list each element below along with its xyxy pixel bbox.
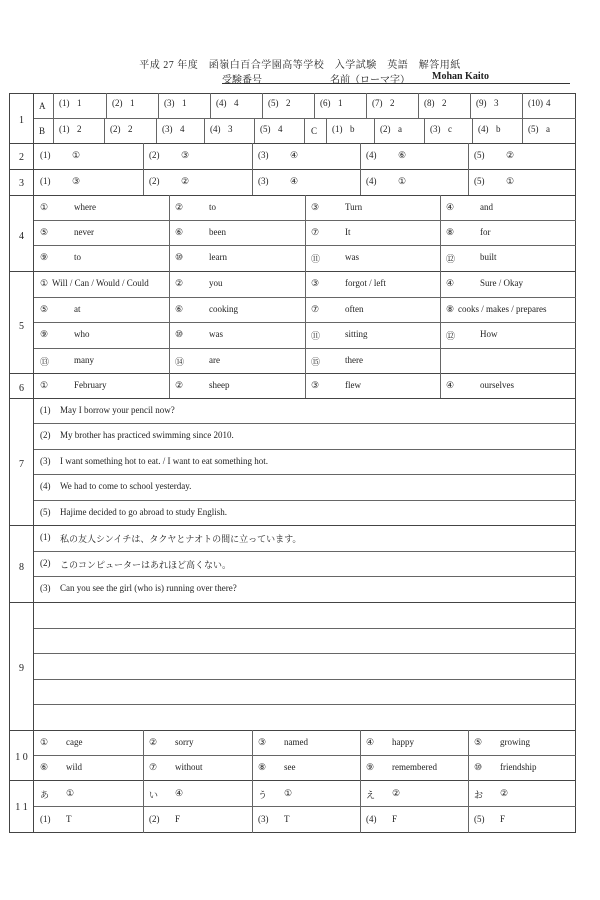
q10-answer: friendship bbox=[500, 762, 537, 772]
grid-line bbox=[522, 93, 523, 118]
q5-answer: many bbox=[74, 354, 94, 365]
grid-line bbox=[34, 449, 576, 450]
grid-line bbox=[34, 806, 576, 807]
q11-key: (1) bbox=[40, 814, 51, 824]
q1-b-key: (4) bbox=[210, 124, 221, 134]
q4-key: ⑫ bbox=[446, 254, 456, 264]
grid-line bbox=[366, 93, 367, 118]
q3-key: (5) bbox=[474, 176, 485, 186]
q1-a-key: (5) bbox=[268, 98, 279, 108]
q1-a-answer: 2 bbox=[286, 98, 291, 108]
q1-a-key: (9) bbox=[476, 98, 487, 108]
grid-line bbox=[34, 576, 576, 577]
q1-b-answer: 4 bbox=[180, 124, 185, 134]
q4-answer: built bbox=[480, 252, 497, 262]
q5-key: ② bbox=[175, 278, 184, 288]
grid-line bbox=[252, 143, 253, 169]
q4-key: ⑦ bbox=[311, 227, 320, 237]
grid-line bbox=[252, 730, 253, 780]
q5-answer: Will / Can / Would / Could bbox=[52, 278, 149, 288]
grid-line bbox=[34, 500, 576, 501]
grid-line bbox=[360, 143, 361, 169]
q1-c-key: (3) bbox=[430, 124, 441, 134]
q2-key: (1) bbox=[40, 150, 51, 160]
q5-key: ⑧ bbox=[446, 303, 455, 314]
q10-key: ② bbox=[149, 737, 158, 747]
q10-key: ⑦ bbox=[149, 762, 158, 772]
q10-key: ① bbox=[40, 737, 49, 747]
q4-answer: for bbox=[480, 227, 491, 237]
grid-line bbox=[418, 93, 419, 118]
q10-key: ⑩ bbox=[474, 762, 483, 772]
q6-answer: sheep bbox=[209, 380, 230, 390]
q7-answer: My brother has practiced swimming since 2010. bbox=[60, 430, 234, 441]
q8-number: 8 bbox=[19, 562, 24, 573]
q11-answer: F bbox=[175, 814, 181, 824]
q4-answer: learn bbox=[209, 252, 227, 262]
q10-key: ③ bbox=[258, 737, 267, 747]
q1-a-key: (8) bbox=[424, 98, 435, 108]
q4-answer: where bbox=[74, 202, 96, 212]
q5-answer: cooks / makes / prepares bbox=[458, 303, 547, 314]
q6-number: 6 bbox=[19, 383, 24, 394]
q7-number: 7 bbox=[19, 459, 24, 470]
q8-key: (1) bbox=[40, 532, 51, 542]
q5-answer: was bbox=[209, 329, 223, 339]
q1-a-key: (3) bbox=[164, 98, 175, 108]
grid-line bbox=[210, 93, 211, 118]
q6-key: ① bbox=[40, 380, 49, 390]
q10-answer: sorry bbox=[175, 737, 194, 747]
q5-key: ⑨ bbox=[40, 329, 49, 339]
q5-key: ① bbox=[40, 278, 49, 288]
grid-line bbox=[34, 628, 576, 629]
q1-b-key: (2) bbox=[110, 124, 121, 134]
grid-line bbox=[440, 195, 441, 271]
grid-line bbox=[360, 780, 361, 833]
q3-key: (3) bbox=[258, 176, 269, 186]
sheet-title: 平成 27 年度 函嶺白百合学園高等学校 入学試験 英語 解答用紙 bbox=[139, 60, 461, 71]
q11-answer: F bbox=[500, 814, 506, 824]
q5-key: ⑭ bbox=[175, 356, 185, 367]
q3-answer: ① bbox=[506, 176, 515, 186]
q2-answer: ① bbox=[72, 150, 81, 160]
q1-a-key: (6) bbox=[320, 98, 331, 108]
q10-key: ⑥ bbox=[40, 762, 49, 772]
q7-key: (2) bbox=[40, 430, 51, 441]
q2-answer: ④ bbox=[290, 150, 299, 160]
q11-answer: T bbox=[284, 814, 290, 824]
q1-c-answer: b bbox=[350, 124, 355, 134]
q5-answer: who bbox=[74, 329, 90, 339]
q2-answer: ② bbox=[506, 150, 515, 160]
q4-key: ② bbox=[175, 202, 184, 212]
q4-key: ⑥ bbox=[175, 227, 184, 237]
grid-line bbox=[34, 679, 576, 680]
q11-key: (3) bbox=[258, 814, 269, 824]
q10-key: ④ bbox=[366, 737, 375, 747]
q3-key: (4) bbox=[366, 176, 377, 186]
q2-answer: ③ bbox=[181, 150, 190, 160]
q3-key: (1) bbox=[40, 176, 51, 186]
grid-line bbox=[34, 704, 576, 705]
q10-answer: cage bbox=[66, 737, 83, 747]
q11-key: お bbox=[474, 790, 484, 800]
q4-answer: to bbox=[74, 252, 82, 262]
q1-b-key: (3) bbox=[162, 124, 173, 134]
q4-key: ⑪ bbox=[311, 254, 321, 264]
grid-line bbox=[360, 730, 361, 780]
q1-rowC-label: C bbox=[311, 126, 318, 136]
grid-line bbox=[326, 118, 327, 143]
q5-number: 5 bbox=[19, 321, 24, 332]
grid-line bbox=[169, 195, 170, 271]
grid-line bbox=[424, 118, 425, 143]
q5-answer: are bbox=[209, 354, 220, 365]
q10-answer: wild bbox=[66, 762, 83, 772]
grid-line bbox=[262, 93, 263, 118]
q1-b-key: (1) bbox=[59, 124, 70, 134]
q4-answer: and bbox=[480, 202, 493, 212]
grid-line bbox=[252, 169, 253, 195]
q5-answer: at bbox=[74, 303, 81, 314]
q5-key: ⑮ bbox=[311, 356, 321, 367]
q7-key: (4) bbox=[40, 481, 51, 492]
q4-key: ④ bbox=[446, 202, 455, 212]
q11-key: (4) bbox=[366, 814, 377, 824]
q8-answer: 私の友人シンイチは、タクヤとナオトの間に立っています。 bbox=[60, 534, 302, 544]
q2-key: (5) bbox=[474, 150, 485, 160]
grid-line bbox=[34, 755, 576, 756]
q8-answer: このコンピューターはあれほど高くない。 bbox=[60, 559, 232, 570]
q1-c-key: (4) bbox=[478, 124, 489, 134]
q10-answer: without bbox=[175, 762, 203, 772]
q4-key: ⑤ bbox=[40, 227, 49, 237]
q4-number: 4 bbox=[19, 231, 24, 242]
q4-key: ⑨ bbox=[40, 252, 49, 262]
header-underline bbox=[222, 83, 570, 84]
q1-c-answer: a bbox=[546, 124, 550, 134]
q7-answer: We had to come to school yesterday. bbox=[60, 481, 192, 492]
grid-line bbox=[158, 93, 159, 118]
q6-key: ③ bbox=[311, 380, 320, 390]
grid-line bbox=[204, 118, 205, 143]
grid-line bbox=[34, 423, 576, 424]
q7-answer: I want something hot to eat. / I want to eat something hot. bbox=[60, 455, 268, 466]
grid-line bbox=[374, 118, 375, 143]
q1-c-answer: b bbox=[496, 124, 501, 134]
q5-answer: often bbox=[345, 303, 364, 314]
grid-line bbox=[440, 271, 441, 373]
grid-line bbox=[440, 373, 441, 398]
grid-line bbox=[305, 195, 306, 271]
grid-line bbox=[156, 118, 157, 143]
q10-answer: growing bbox=[500, 737, 530, 747]
q4-answer: been bbox=[209, 227, 226, 237]
q2-number: 2 bbox=[19, 152, 24, 163]
q3-answer: ③ bbox=[72, 176, 81, 186]
q4-answer: Turn bbox=[345, 202, 363, 212]
q5-key: ⑬ bbox=[40, 356, 50, 367]
q2-answer: ⑥ bbox=[398, 150, 407, 160]
q11-answer: ② bbox=[500, 788, 509, 798]
q5-answer: there bbox=[345, 354, 363, 365]
q1-b-key: (5) bbox=[260, 124, 271, 134]
q7-answer: Hajime decided to go abroad to study English. bbox=[60, 506, 227, 517]
q5-key: ③ bbox=[311, 278, 320, 288]
q11-answer: T bbox=[66, 814, 72, 824]
q1-a-key: (7) bbox=[372, 98, 383, 108]
q1-a-answer: 4 bbox=[546, 98, 551, 108]
q1-c-key: (5) bbox=[528, 124, 539, 134]
q3-key: (2) bbox=[149, 176, 160, 186]
q7-key: (3) bbox=[40, 455, 51, 466]
q1-a-key: (10) bbox=[528, 98, 543, 108]
q11-key: い bbox=[149, 790, 159, 800]
grid-line bbox=[169, 373, 170, 398]
q6-answer: flew bbox=[345, 380, 361, 390]
grid-line bbox=[104, 118, 105, 143]
q10-key: ⑨ bbox=[366, 762, 375, 772]
q11-key: あ bbox=[40, 790, 50, 800]
q4-key: ⑩ bbox=[175, 252, 184, 262]
grid-line bbox=[468, 169, 469, 195]
grid-line bbox=[143, 730, 144, 780]
q10-answer: named bbox=[284, 737, 308, 747]
grid-line bbox=[254, 118, 255, 143]
grid-line bbox=[470, 93, 471, 118]
q9-number: 9 bbox=[19, 663, 24, 674]
q1-a-key: (4) bbox=[216, 98, 227, 108]
q6-answer: ourselves bbox=[480, 380, 514, 390]
q11-answer: ④ bbox=[175, 788, 184, 798]
name-label: 名前（ローマ字） bbox=[330, 75, 410, 86]
q11-key: え bbox=[366, 790, 376, 800]
q5-answer: cooking bbox=[209, 303, 238, 314]
grid-line bbox=[304, 118, 305, 143]
q3-answer: ① bbox=[398, 176, 407, 186]
q5-key: ④ bbox=[446, 278, 455, 288]
q10-number: 1 0 bbox=[15, 752, 28, 763]
q4-key: ① bbox=[40, 202, 49, 212]
q1-a-key: (1) bbox=[59, 98, 70, 108]
q7-key: (5) bbox=[40, 506, 51, 517]
q1-b-answer: 3 bbox=[228, 124, 233, 134]
q5-key: ⑩ bbox=[175, 329, 184, 339]
grid-line bbox=[169, 271, 170, 373]
grid-line bbox=[305, 373, 306, 398]
grid-line bbox=[468, 143, 469, 169]
q5-answer: sitting bbox=[345, 329, 368, 339]
grid-line bbox=[472, 118, 473, 143]
q5-key: ⑪ bbox=[311, 331, 321, 341]
q4-key: ③ bbox=[311, 202, 320, 212]
grid-line bbox=[143, 169, 144, 195]
grid-line bbox=[34, 551, 576, 552]
q11-number: 1 1 bbox=[15, 802, 28, 813]
q2-key: (3) bbox=[258, 150, 269, 160]
q1-c-answer: c bbox=[448, 124, 452, 134]
q10-answer: remembered bbox=[392, 762, 437, 772]
grid-line bbox=[106, 93, 107, 118]
grid-line bbox=[34, 474, 576, 475]
q4-key: ⑧ bbox=[446, 227, 455, 237]
q8-key: (3) bbox=[40, 583, 51, 594]
q11-answer: ① bbox=[284, 788, 293, 798]
q1-b-answer: 2 bbox=[128, 124, 133, 134]
q3-answer: ② bbox=[181, 176, 190, 186]
q1-a-answer: 3 bbox=[494, 98, 499, 108]
q4-answer: was bbox=[345, 252, 359, 262]
q5-answer: Sure / Okay bbox=[480, 278, 523, 288]
q7-key: (1) bbox=[40, 405, 51, 415]
grid-line bbox=[314, 93, 315, 118]
q4-answer: It bbox=[345, 227, 351, 237]
q7-answer: May I borrow your pencil now? bbox=[60, 405, 175, 415]
q1-number: 1 bbox=[19, 115, 24, 126]
q10-answer: happy bbox=[392, 737, 414, 747]
q1-b-answer: 2 bbox=[77, 124, 82, 134]
q2-key: (4) bbox=[366, 150, 377, 160]
q8-key: (2) bbox=[40, 557, 51, 568]
q11-answer: ② bbox=[392, 788, 401, 798]
q11-key: う bbox=[258, 790, 268, 800]
q1-a-answer: 1 bbox=[130, 98, 135, 108]
q8-answer: Can you see the girl (who is) running over there? bbox=[60, 583, 237, 594]
q1-a-answer: 1 bbox=[182, 98, 187, 108]
q1-a-answer: 2 bbox=[390, 98, 395, 108]
q11-key: (5) bbox=[474, 814, 485, 824]
q1-c-key: (1) bbox=[332, 124, 343, 134]
q2-key: (2) bbox=[149, 150, 160, 160]
grid-line bbox=[360, 169, 361, 195]
q5-key: ⑤ bbox=[40, 303, 49, 314]
q3-answer: ④ bbox=[290, 176, 299, 186]
q1-c-key: (2) bbox=[380, 124, 391, 134]
q1-c-answer: a bbox=[398, 124, 402, 134]
q5-answer: How bbox=[480, 329, 498, 339]
q6-key: ④ bbox=[446, 380, 455, 390]
grid-line bbox=[468, 730, 469, 780]
q6-answer: February bbox=[74, 380, 107, 390]
q11-answer: F bbox=[392, 814, 398, 824]
grid-line bbox=[34, 653, 576, 654]
grid-line bbox=[143, 780, 144, 833]
q4-answer: never bbox=[74, 227, 94, 237]
q11-answer: ① bbox=[66, 788, 75, 798]
q1-rowA-label: A bbox=[39, 101, 46, 111]
q1-b-answer: 4 bbox=[278, 124, 283, 134]
q5-key: ⑫ bbox=[446, 331, 456, 341]
grid-line bbox=[522, 118, 523, 143]
q10-key: ⑧ bbox=[258, 762, 267, 772]
q5-answer: forgot / left bbox=[345, 278, 386, 288]
q1-a-answer: 1 bbox=[77, 98, 82, 108]
q6-key: ② bbox=[175, 380, 184, 390]
q1-rowB-label: B bbox=[39, 126, 46, 136]
q1-a-key: (2) bbox=[112, 98, 123, 108]
name-value: Mohan Kaito bbox=[432, 71, 489, 82]
q4-answer: to bbox=[209, 202, 217, 212]
grid-line bbox=[468, 780, 469, 833]
q1-a-answer: 4 bbox=[234, 98, 239, 108]
q1-a-answer: 1 bbox=[338, 98, 343, 108]
q1-a-answer: 2 bbox=[442, 98, 447, 108]
grid-line bbox=[252, 780, 253, 833]
q3-number: 3 bbox=[19, 178, 24, 189]
grid-line bbox=[305, 271, 306, 373]
q10-key: ⑤ bbox=[474, 737, 483, 747]
exam-number-label: 受験番号 bbox=[222, 75, 262, 86]
q11-key: (2) bbox=[149, 814, 160, 824]
q5-key: ⑦ bbox=[311, 303, 320, 314]
q5-answer: you bbox=[209, 278, 223, 288]
q5-key: ⑥ bbox=[175, 303, 184, 314]
grid-line bbox=[143, 143, 144, 169]
q10-answer: see bbox=[284, 762, 296, 772]
